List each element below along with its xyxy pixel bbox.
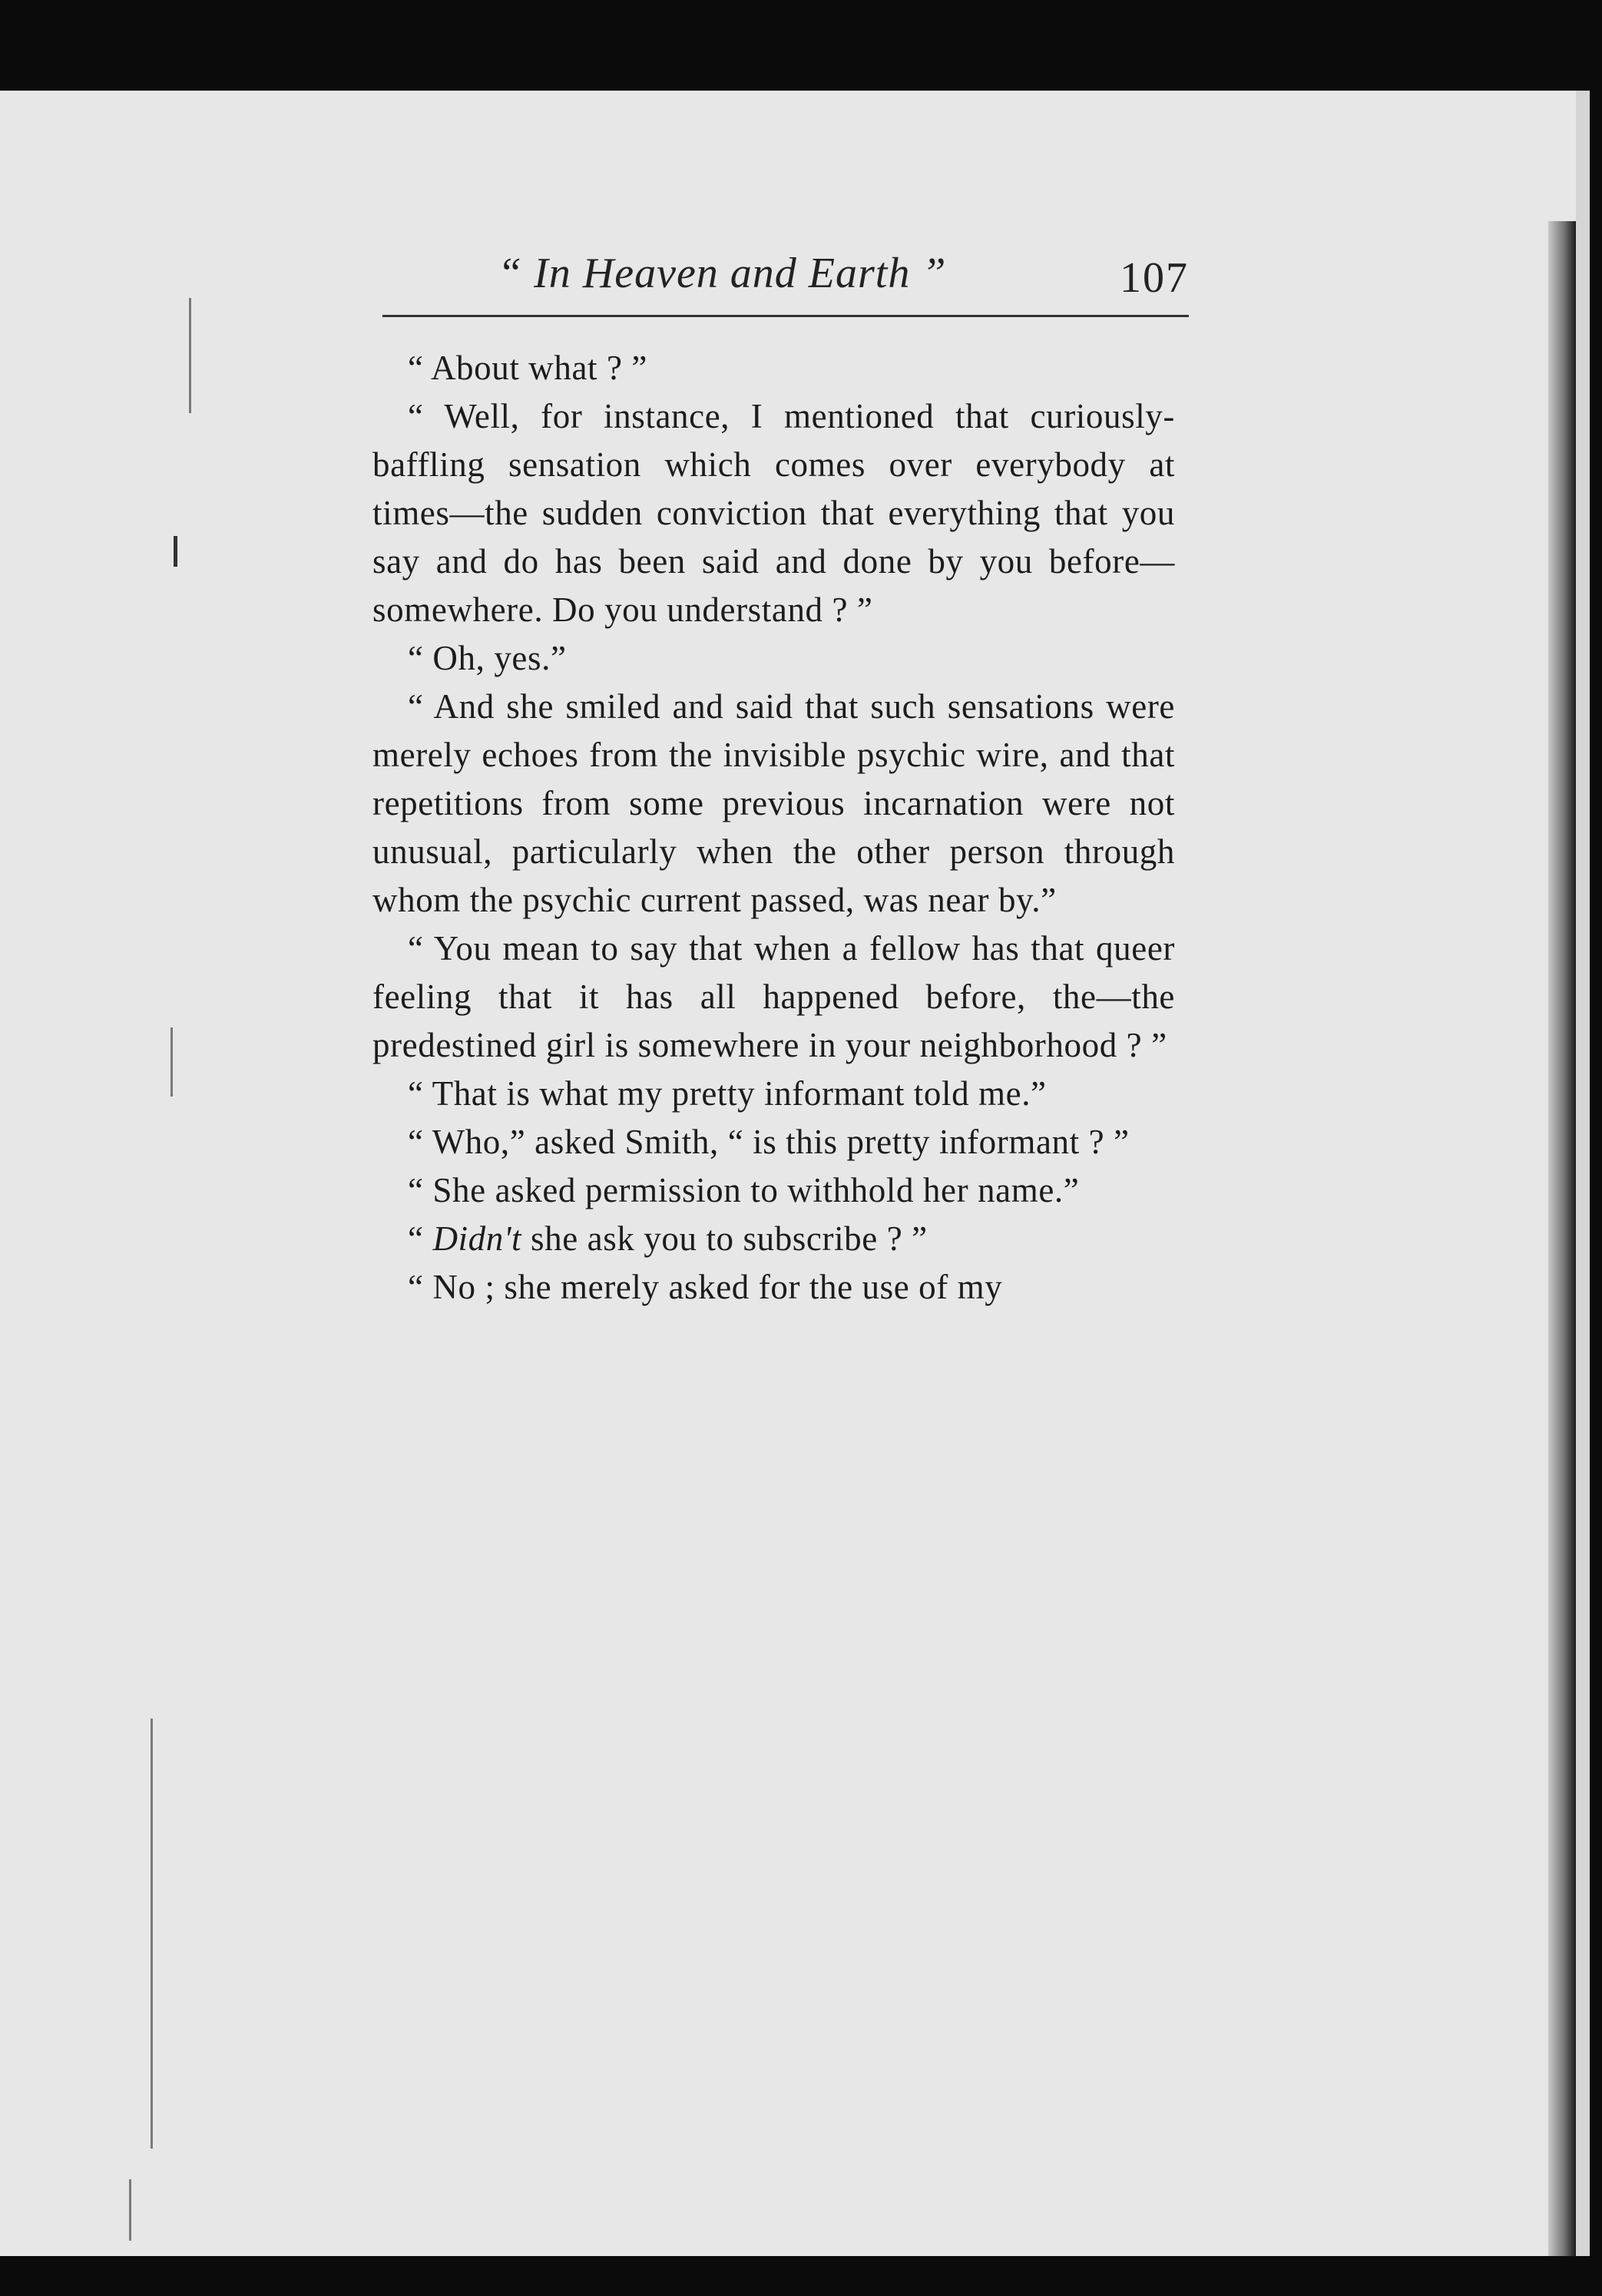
header-rule [382,315,1189,317]
paragraph [372,1215,1175,1263]
margin-mark [174,536,177,567]
paragraph: “ You mean to say that when a fellow has that queer feeling that it has all happened before, the—the predestined girl is somewhere in your neighborhood ? ” [372,929,1175,1064]
margin-mark [189,298,191,413]
paragraph-open-quote: “ [408,1219,433,1258]
paragraph: “ Oh, yes.” [408,639,567,677]
page-edge [1548,221,1576,2296]
paragraph: “ About what ? ” [408,349,648,387]
margin-mark [151,1719,153,2149]
running-head [382,246,1189,323]
scan-bottom-edge [0,2256,1602,2296]
paragraph: “ No ; she merely asked for the use of my [408,1268,1003,1306]
running-head-title: “ In Heaven and Earth ” [498,250,947,297]
emphasis: Didn't [432,1219,522,1258]
paragraph-rest: she ask you to subscribe ? ” [521,1219,928,1258]
page-number: 107 [1120,254,1189,302]
paragraph: “ And she smiled and said that such sensations were merely echoes from the invisible psychic wire, and that repetitions from some previous incarnation were not unusual, particularly when the other person through whom the psychic current passed, was near by.” [372,687,1175,919]
paragraph: “ Well, for instance, I mentioned that curiously-baffling sensation which comes over everybody at times—the sudden conviction that everything that you say and do has been said and done by you before—somewhere. Do you understand ? ” [372,397,1175,629]
margin-mark [129,2179,131,2241]
paragraph: “ Who,” asked Smith, “ is this pretty informant ? ” [408,1123,1130,1161]
page-body [372,344,1175,1312]
paragraph: “ That is what my pretty informant told me.” [408,1074,1047,1113]
paragraph: “ She asked permission to withhold her name.” [408,1171,1080,1209]
margin-mark [170,1027,173,1097]
